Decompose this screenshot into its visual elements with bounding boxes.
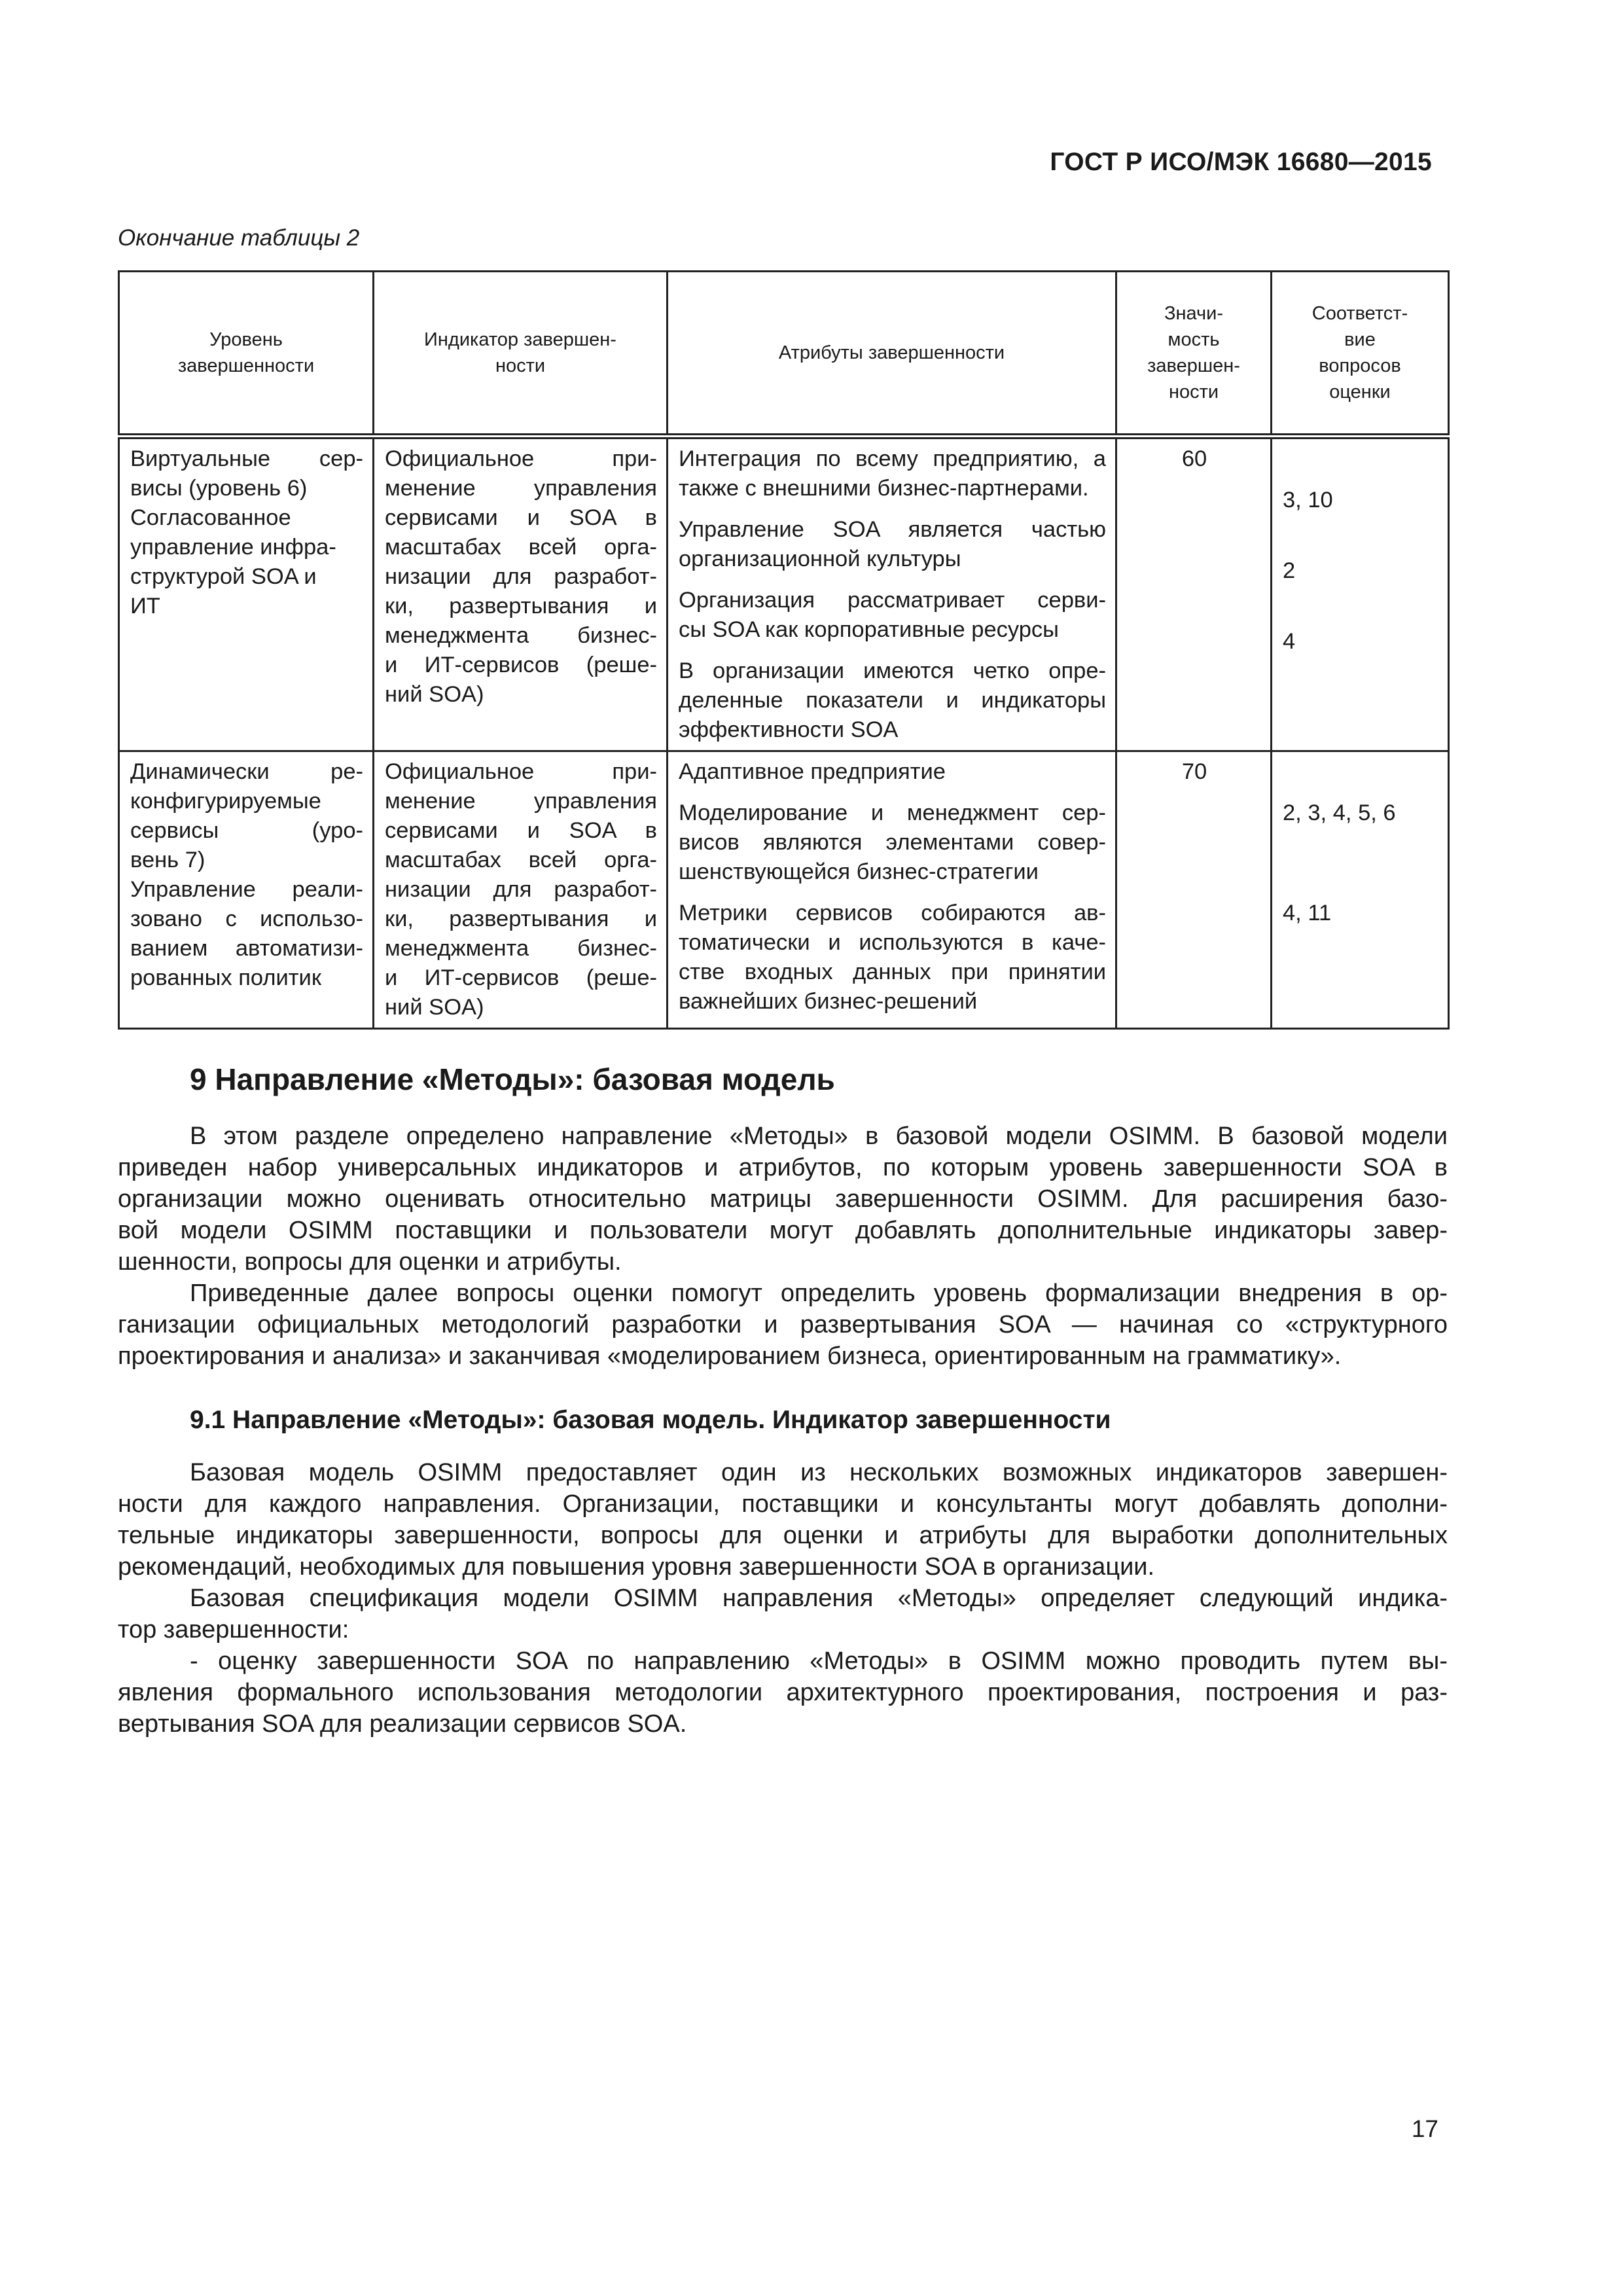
page-number: 17	[1411, 2115, 1438, 2142]
section-title: 9 Направление «Методы»: базовая модель	[190, 1062, 835, 1096]
document-standard-number: ГОСТ Р ИСО/МЭК 16680—2015	[1050, 148, 1432, 176]
table-header-row	[119, 272, 1449, 437]
attribute-item: Интеграция по всему предприятию, а также с внешними бизнес-партнерами.	[679, 446, 1106, 501]
table-row	[119, 751, 1449, 1029]
subsection-paragraph: Базовая модель OSIMM предоставляет один из нескольких возможных индикаторов завершен- ности для каждого направления. Организации, поставщики и консультанты могут добавлять дополни- тельные индикаторы завершенности, вопросы для оценки и атрибуты для выработки дополнительных рекомендаций, необходимых для повышения уровня завершенности SOA в организации. Базовая спецификация модели OSIMM направления «Методы» определяет следующий индика- тор завершенности: - оценку завершенности SOA по направлению «Методы» в OSIMM можно проводить путем вы- явления формального использования методологии архитектурного проектирования, построения и раз- вертывания SOA для реализации сервисов SOA.	[118, 1459, 1448, 1738]
attribute-item: Адаптивное предприятие	[679, 759, 946, 784]
attribute-item: В организации имеются четко опре- деленные показатели и индикаторы эффективности SOA	[679, 658, 1106, 742]
header-maturity-attributes: Атрибуты завершенности	[668, 272, 1116, 437]
cell-maturity-indicator: Официальное при- менение управления сервисами и SOA в масштабах всей орга- низации для разработ- ки, развертывания и менеджмента бизнес- и ИТ-сервисов (реше- ний SOA)	[374, 437, 668, 751]
attribute-item: Организация рассматривает серви- сы SOA как корпоративные ресурсы	[679, 588, 1106, 642]
cell-assessment-questions: 3, 10 2 4	[1272, 437, 1449, 751]
cell-maturity-indicator: Официальное при- менение управления сервисами и SOA в масштабах всей орга- низации для разработ- ки, развертывания и менеджмента бизнес- и ИТ-сервисов (реше- ний SOA)	[374, 751, 668, 1029]
subsection-title: 9.1 Направление «Методы»: базовая модель. Индикатор завершенности	[190, 1406, 1111, 1434]
section-paragraph: В этом разделе определено направление «Методы» в базовой модели OSIMM. В базовой модели приведен набор универсальных индикаторов и атрибутов, по которым уровень завершенности SOA в организации можно оценивать относительно матрицы завершенности OSIMM. Для расширения базо- вой модели OSIMM поставщики и пользователи могут добавлять дополнительные индикаторы завер- шенности, вопросы для оценки и атрибуты. Приведенные далее вопросы оценки помогут определить уровень формализации внедрения в ор- ганизации официальных методологий разработки и развертывания SOA — начиная со «структурного проектирования и анализа» и заканчивая «моделированием бизнеса, ориентированным на грамматику».	[118, 1122, 1448, 1370]
header-assessment-questions: Соответст- вие вопросов оценки	[1272, 272, 1449, 437]
cell-maturity-attributes	[668, 751, 1116, 1029]
cell-maturity-level: Виртуальные сер- висы (уровень 6) Согласованное управление инфра- структурой SOA и ИТ	[119, 437, 374, 751]
header-maturity-indicator: Индикатор завершен- ности	[374, 272, 668, 437]
attribute-item: Метрики сервисов собираются ав- томатически и используются в каче- стве входных данных при принятии важнейших бизнес-решений	[679, 901, 1106, 1014]
cell-maturity-significance: 60	[1116, 437, 1272, 751]
maturity-table	[118, 270, 1450, 1030]
table-caption: Окончание таблицы 2	[118, 225, 360, 251]
table-row	[119, 437, 1449, 751]
header-maturity-level: Уровень завершенности	[119, 272, 374, 437]
cell-maturity-attributes	[668, 437, 1116, 751]
cell-maturity-significance: 70	[1116, 751, 1272, 1029]
cell-assessment-questions: 2, 3, 4, 5, 6 4, 11	[1272, 751, 1449, 1029]
cell-maturity-level: Динамически ре- конфигурируемые сервисы (уро- вень 7) Управление реали- зовано с использо- ванием автоматизи- рованных политик	[119, 751, 374, 1029]
attribute-item: Моделирование и менеджмент сер- висов являются элементами совер- шенствующейся бизнес-стратегии	[679, 800, 1106, 884]
attribute-item: Управление SOA является частью организационной культуры	[679, 517, 1106, 571]
header-maturity-significance: Значи- мость завершен- ности	[1116, 272, 1272, 437]
